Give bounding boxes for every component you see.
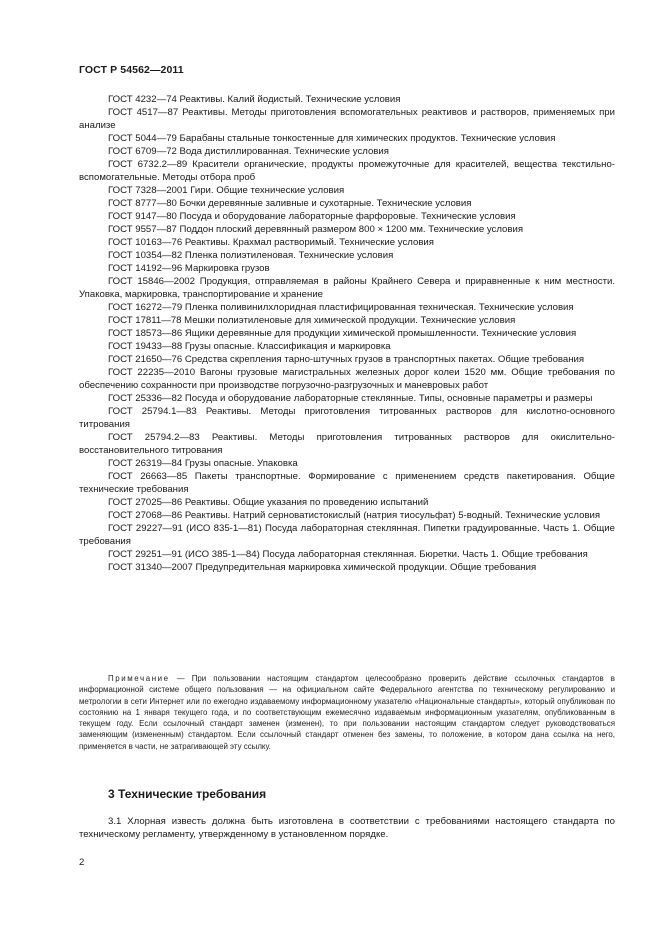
note-label: Примечание [108,674,170,683]
reference-item: ГОСТ 8777—80 Бочки деревянные заливные и сухотарные. Технические условия [108,198,472,209]
reference-item: ГОСТ 25336—82 Посуда и оборудование лабораторные стеклянные. Типы, основные параметры и размеры [108,393,593,404]
reference-item: ГОСТ 31340—2007 Предупредительная маркировка химической продукции. Общие требования [108,562,537,573]
reference-item: ГОСТ 19433—88 Грузы опасные. Классификация и маркировка [108,341,391,352]
reference-item: ГОСТ 6732.2—89 Красители органические, продукты промежуточные для красителей, вещества текстильно-вспомогательные. Методы отбора проб [79,159,615,183]
reference-item: ГОСТ 29251—91 (ИСО 385-1—84) Посуда лабораторная стеклянная. Бюретки. Часть 1. Общие требования [108,549,588,560]
reference-item: ГОСТ 4517—87 Реактивы. Методы приготовления вспомогательных реактивов и растворов, применяемых при анализе [79,107,615,131]
reference-item: ГОСТ 6709—72 Вода дистиллированная. Технические условия [108,146,389,157]
section-paragraph: 3.1 Хлорная известь должна быть изготовлена в соответствии с требованиями настоящего стандарта по техническому регламенту, утвержденному в установленном порядке. [79,816,615,840]
reference-item: ГОСТ 22235—2010 Вагоны грузовые магистральных железных дорог колеи 1520 мм. Общие требования по обеспечению сохранности при производстве погрузочно-разгрузочных и маневровых работ [79,367,615,391]
reference-item: ГОСТ 26663—85 Пакеты транспортные. Формирование с применением средств пакетирования. Общие технические требования [79,471,615,495]
reference-item: ГОСТ 9147—80 Посуда и оборудование лабораторные фарфоровые. Технические условия [108,211,516,222]
section-heading: 3 Технические требования [108,787,267,801]
normative-references-list [79,93,615,574]
reference-item: ГОСТ 5044—79 Барабаны стальные тонкостенные для химических продуктов. Технические условия [108,133,556,144]
page-number: 2 [79,857,85,868]
reference-item: ГОСТ 21650—76 Средства скрепления тарно-штучных грузов в транспортных пакетах. Общие требования [108,354,585,365]
reference-item: ГОСТ 16272—79 Пленка поливинилхлоридная пластифицированная техническая. Технические условия [108,302,574,313]
reference-item: ГОСТ 25794.2—83 Реактивы. Методы приготовления титрованных растворов для окислительно-восстановительного титрования [79,432,615,456]
reference-item: ГОСТ 7328—2001 Гири. Общие технические условия [108,185,345,196]
note-text: — При пользовании настоящим стандартом целесообразно проверить действие ссылочных стандартов в информационной системе общего пользования — на официальном сайте Федерального агентства по техническому регулированию и метрологии в сети Интернет или по ежегодно издаваемому информационному указателю «Национальные стандарты», который опубликован по состоянию на 1 января текущего года, и по соответствующим ежемесячно издаваемым информационным указателям, опубликованным в текущем году. Если ссылочный стандарт заменен (изменен), то при пользовании настоящим стандартом следует руководствоваться заменяющим (измененным) стандартом. Если ссылочный стандарт отменен без замены, то положение, в котором дана ссылка на него, применяется в части, не затрагивающей эту ссылку. [79,674,615,751]
reference-item: ГОСТ 27025—86 Реактивы. Общие указания по проведению испытаний [108,497,429,508]
reference-item: ГОСТ 9557—87 Поддон плоский деревянный размером 800 × 1200 мм. Технические условия [108,224,524,235]
reference-item: ГОСТ 4232—74 Реактивы. Калий йодистый. Технические условия [108,94,401,105]
reference-item: ГОСТ 18573—86 Ящики деревянные для продукции химической промышленности. Технические условия [108,328,577,339]
reference-item: ГОСТ 29227—91 (ИСО 835-1—81) Посуда лабораторная стеклянная. Пипетки градуированные. Часть 1. Общие требования [79,523,615,547]
page-header: ГОСТ Р 54562—2011 [79,64,184,76]
reference-item: ГОСТ 10354—82 Пленка полиэтиленовая. Технические условия [108,250,394,261]
reference-item: ГОСТ 26319—84 Грузы опасные. Упаковка [108,458,298,469]
reference-item: ГОСТ 27068—86 Реактивы. Натрий серноватистокислый (натрия тиосульфат) 5-водный. Технические условия [108,510,601,521]
reference-item: ГОСТ 17811—78 Мешки полиэтиленовые для химической продукции. Технические условия [108,315,516,326]
reference-item: ГОСТ 10163—76 Реактивы. Крахмал растворимый. Технические условия [108,237,434,248]
reference-item: ГОСТ 15846—2002 Продукция, отправляемая в районы Крайнего Севера и приравненные к ним местности. Упаковка, маркировка, транспортирование и хранение [79,276,615,300]
reference-item: ГОСТ 25794.1—83 Реактивы. Методы приготовления титрованных растворов для кислотно-основного титрования [79,406,615,430]
note [79,673,615,752]
reference-item: ГОСТ 14192—96 Маркировка грузов [108,263,270,274]
